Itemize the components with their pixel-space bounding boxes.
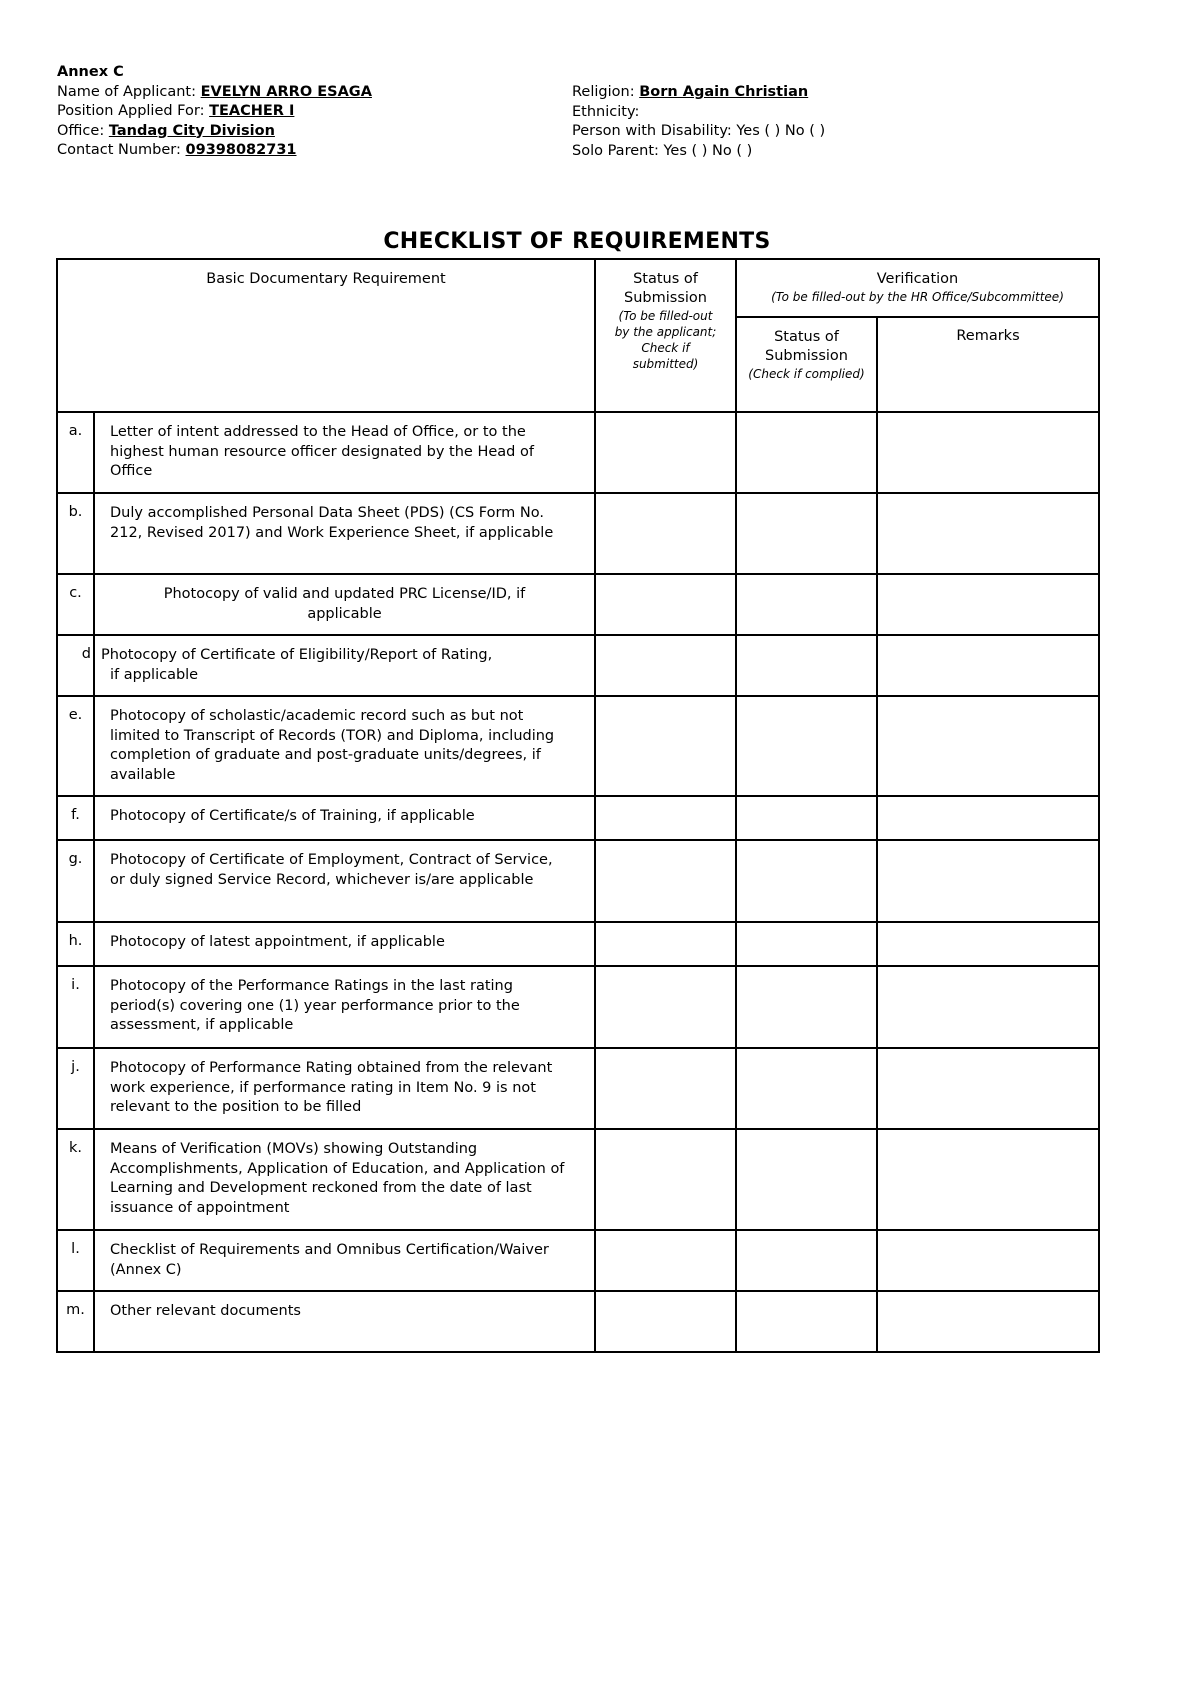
col-header-verification-note: (To be filled-out by the HR Office/Subcommittee) (771, 290, 1064, 304)
row-letter: b. (57, 493, 94, 574)
ethnicity-label: Ethnicity: (572, 103, 640, 120)
status-cell[interactable] (595, 412, 736, 493)
table-row (57, 966, 1099, 1048)
office-value: Tandag City Division (108, 122, 275, 139)
table-row (57, 796, 1099, 840)
remarks-cell[interactable] (877, 922, 1099, 966)
contact-label: Contact Number: (57, 142, 181, 158)
applicant-name-label: Name of Applicant: (57, 83, 196, 100)
status-cell[interactable] (595, 635, 736, 696)
status-cell[interactable] (595, 574, 736, 635)
verif-status-cell[interactable] (736, 1129, 877, 1230)
row-letter: h. (57, 922, 94, 966)
verif-status-cell[interactable] (736, 966, 877, 1048)
status-cell[interactable] (595, 966, 736, 1048)
col-header-status-label: Status of Submission (624, 271, 707, 306)
applicant-name-row (57, 83, 372, 103)
page-title: CHECKLIST OF REQUIREMENTS (383, 229, 771, 254)
col-header-verif-status (736, 317, 877, 412)
status-cell[interactable] (595, 840, 736, 922)
verif-status-cell[interactable] (736, 922, 877, 966)
verif-status-cell[interactable] (736, 574, 877, 635)
remarks-cell[interactable] (877, 796, 1099, 840)
row-requirement: Checklist of Requirements and Omnibus Certification/Waiver (Annex C) (94, 1230, 595, 1291)
status-cell[interactable] (595, 696, 736, 796)
row-requirement: Photocopy of valid and updated PRC License/ID, if applicable (94, 574, 595, 635)
verif-status-cell[interactable] (736, 493, 877, 574)
table-row (57, 1129, 1099, 1230)
remarks-cell[interactable] (877, 574, 1099, 635)
religion-row (572, 83, 825, 103)
table-row (57, 412, 1099, 493)
row-requirement (94, 635, 595, 696)
row-letter: k. (57, 1129, 94, 1230)
row-letter: g. (57, 840, 94, 922)
row-requirement: Photocopy of scholastic/academic record such as but not limited to Transcript of Records (TOR) and Diploma, including completion of graduate and post-graduate units/degrees, if available (94, 696, 595, 796)
position-label: Position Applied For: (57, 103, 205, 119)
remarks-cell[interactable] (877, 1048, 1099, 1129)
office-row (57, 122, 372, 142)
row-letter: c. (57, 574, 94, 635)
table-row (57, 840, 1099, 922)
remarks-cell[interactable] (877, 1230, 1099, 1291)
row-requirement: Photocopy of Certificate/s of Training, if applicable (94, 796, 595, 840)
status-cell[interactable] (595, 796, 736, 840)
row-requirement: Photocopy of Certificate of Employment, Contract of Service, or duly signed Service Record, whichever is/are applicable (94, 840, 595, 922)
table-row (57, 493, 1099, 574)
status-cell[interactable] (595, 1048, 736, 1129)
office-label: Office: (57, 122, 105, 139)
row-letter: f. (57, 796, 94, 840)
row-requirement: Photocopy of Performance Rating obtained from the relevant work experience, if performance rating in Item No. 9 is not relevant to the position to be filled (94, 1048, 595, 1129)
row-requirement-line2: if applicable (110, 666, 199, 683)
applicant-info-left (57, 63, 372, 161)
row-requirement: Other relevant documents (94, 1291, 595, 1352)
religion-value: Born Again Christian (639, 84, 809, 100)
status-cell[interactable] (595, 922, 736, 966)
col-header-verif-status-note: (Check if complied) (748, 367, 865, 381)
row-requirement-line1: Photocopy of Certificate of Eligibility/Report of Rating, (101, 647, 493, 663)
contact-value: 09398082731 (185, 142, 297, 158)
col-header-verification (736, 259, 1099, 317)
status-cell[interactable] (595, 493, 736, 574)
col-header-remarks: Remarks (877, 317, 1099, 412)
applicant-name-value: EVELYN ARRO ESAGA (200, 83, 372, 100)
row-letter: j. (57, 1048, 94, 1129)
row-requirement: Photocopy of latest appointment, if applicable (94, 922, 595, 966)
row-requirement: Letter of intent addressed to the Head of Office, or to the highest human resource officer designated by the Head of Office (94, 412, 595, 493)
status-cell[interactable] (595, 1230, 736, 1291)
annex-label: Annex C (57, 64, 124, 80)
table-row (57, 696, 1099, 796)
verif-status-cell[interactable] (736, 635, 877, 696)
verif-status-cell[interactable] (736, 412, 877, 493)
verif-status-cell[interactable] (736, 696, 877, 796)
status-cell[interactable] (595, 1129, 736, 1230)
verif-status-cell[interactable] (736, 1048, 877, 1129)
row-letter: m. (57, 1291, 94, 1352)
row-letter: i. (57, 966, 94, 1048)
table-row (57, 1048, 1099, 1129)
table-header-row (57, 259, 1099, 317)
row-letter: d (57, 635, 94, 696)
remarks-cell[interactable] (877, 1291, 1099, 1352)
solo-parent-row (572, 142, 825, 162)
remarks-cell[interactable] (877, 412, 1099, 493)
disability-label: Person with Disability: Yes ( ) No ( ) (572, 123, 826, 139)
position-row (57, 102, 372, 122)
status-cell[interactable] (595, 1291, 736, 1352)
col-header-verification-label: Verification (876, 271, 959, 287)
remarks-cell[interactable] (877, 635, 1099, 696)
requirements-table (56, 258, 1100, 1353)
remarks-cell[interactable] (877, 696, 1099, 796)
row-requirement: Photocopy of the Performance Ratings in the last rating period(s) covering one (1) year performance prior to the assessment, if applicable (94, 966, 595, 1048)
verif-status-cell[interactable] (736, 1230, 877, 1291)
remarks-cell[interactable] (877, 966, 1099, 1048)
row-requirement: Means of Verification (MOVs) showing Outstanding Accomplishments, Application of Education, and Application of Learning and Development reckoned from the date of last issuance of appointment (94, 1129, 595, 1230)
col-header-status-note: (To be filled-out by the applicant; Check if submitted) (614, 309, 717, 371)
contact-row (57, 141, 372, 161)
col-header-basic: Basic Documentary Requirement (57, 259, 595, 412)
table-row (57, 1230, 1099, 1291)
table-row (57, 635, 1099, 696)
row-requirement: Duly accomplished Personal Data Sheet (PDS) (CS Form No. 212, Revised 2017) and Work Experience Sheet, if applicable (94, 493, 595, 574)
position-value: TEACHER I (209, 103, 295, 119)
table-row (57, 574, 1099, 635)
religion-label: Religion: (572, 84, 635, 100)
row-letter: a. (57, 412, 94, 493)
solo-parent-label: Solo Parent: Yes ( ) No ( ) (572, 142, 753, 159)
verif-status-cell[interactable] (736, 840, 877, 922)
disability-row (572, 122, 825, 142)
table-row (57, 1291, 1099, 1352)
row-letter: e. (57, 696, 94, 796)
col-header-status (595, 259, 736, 412)
row-letter: l. (57, 1230, 94, 1291)
remarks-cell[interactable] (877, 493, 1099, 574)
table-row (57, 922, 1099, 966)
col-header-verif-status-label: Status of Submission (765, 329, 848, 364)
verif-status-cell[interactable] (736, 1291, 877, 1352)
verif-status-cell[interactable] (736, 796, 877, 840)
ethnicity-row (572, 103, 825, 123)
remarks-cell[interactable] (877, 1129, 1099, 1230)
remarks-cell[interactable] (877, 840, 1099, 922)
applicant-info-right (572, 83, 825, 161)
